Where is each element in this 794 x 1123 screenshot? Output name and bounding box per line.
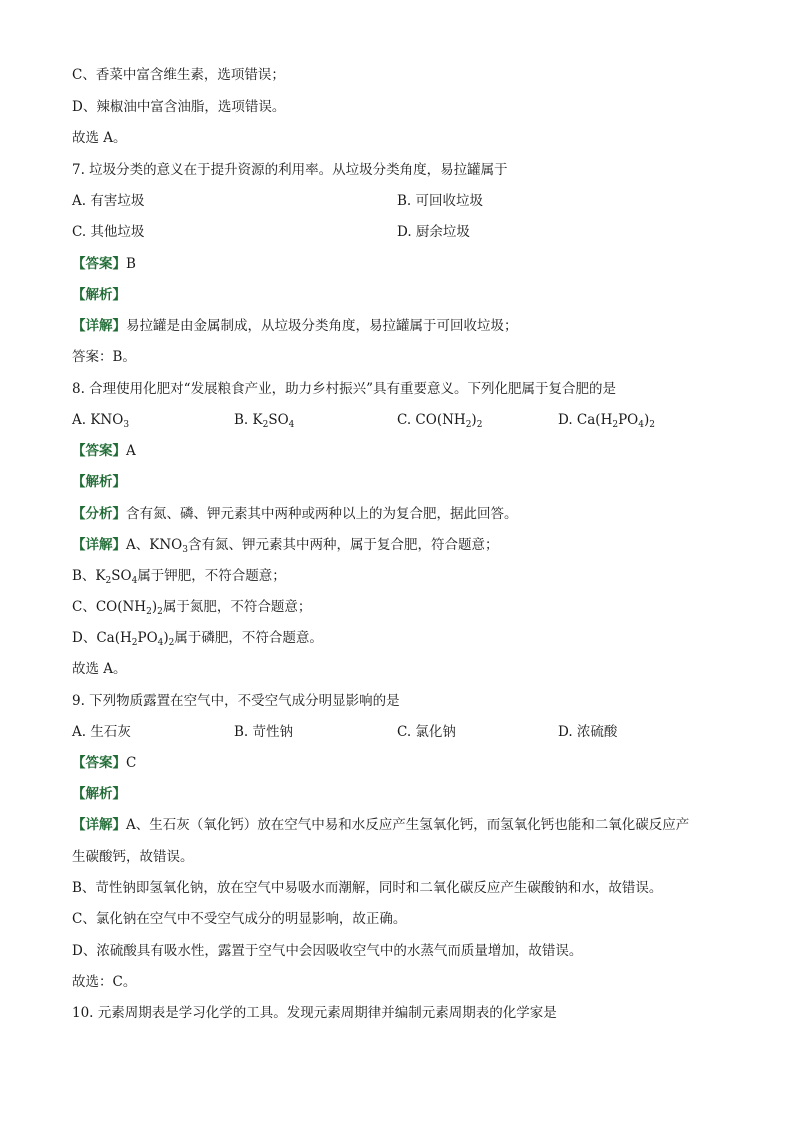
q8-option-d [558, 411, 655, 429]
subscript: 4 [131, 576, 138, 586]
answer-tag: 【答案】 [72, 755, 126, 771]
formula-part: ) [643, 412, 650, 428]
formula-part: PO [618, 412, 639, 428]
q9-option-c: C. 氯化钠 [397, 724, 456, 740]
subscript: 3 [182, 545, 188, 555]
fenxi-tag: 【分析】 [72, 506, 126, 522]
q8-answer-value: A [126, 443, 136, 459]
q8-option-c [397, 411, 482, 429]
subscript: 2 [262, 420, 269, 430]
q8-detail-c [72, 598, 311, 616]
subscript: 2 [105, 576, 112, 586]
q8-detail-b-text: 属于钾肥，不符合题意； [137, 568, 286, 584]
q7-conclusion: 答案：B。 [72, 349, 136, 365]
formula-part: ) [471, 412, 477, 428]
formula-part: SO [268, 412, 289, 428]
q9-detail-a1-text: A、生石灰（氧化钙）放在空气中易和水反应产生氢氧化钙，而氢氧化钙也能和二氧化碳反应产 [126, 817, 690, 833]
subscript: 2 [157, 607, 163, 617]
q9-analysis-heading [72, 785, 126, 803]
q7-option-c: C. 其他垃圾 [72, 224, 145, 240]
answer-tag: 【答案】 [72, 256, 126, 272]
q8-detail-c-text: 属于氮肥，不符合题意； [162, 599, 312, 615]
subscript: 2 [612, 420, 619, 430]
detail-tag: 【详解】 [72, 537, 126, 553]
q8-option-a [72, 411, 129, 429]
q7-analysis-heading [72, 286, 126, 304]
formula-part: B、K [72, 568, 106, 584]
q10-stem: 10. 元素周期表是学习化学的工具。发现元素周期律并编制元素周期表的化学家是 [72, 1005, 557, 1021]
subscript: 2 [649, 420, 655, 430]
q7-answer-value: B [126, 256, 136, 272]
q8-detail-b [72, 567, 286, 585]
q9-option-a: A. 生石灰 [72, 724, 131, 740]
q9-detail-c: C、氯化钠在空气中不受空气成分的明显影响，故正确。 [72, 911, 407, 927]
q8-fenxi [72, 505, 518, 523]
q8-option-b-text: B. K [234, 412, 263, 428]
q9-answer-value: C [126, 755, 137, 771]
q8-detail-d [72, 629, 323, 647]
q9-detail-d: D、浓硫酸具有吸水性，露置于空气中会因吸收空气中的水蒸气而质量增加，故错误。 [72, 943, 583, 959]
q7-stem: 7. 垃圾分类的意义在于提升资源的利用率。从垃圾分类角度，易拉罐属于 [72, 162, 508, 178]
q8-option-c-text: C. CO(NH [397, 412, 466, 428]
q7-detail [72, 317, 518, 335]
q9-option-b: B. 苛性钠 [234, 724, 294, 740]
q8-option-a-text: A. KNO [72, 412, 124, 428]
prev-conclusion: 故选 A。 [72, 130, 127, 146]
q9-detail-b: B、苛性钠即氢氧化钠，放在空气中易吸水而潮解，同时和二氧化碳反应产生碳酸钠和水，故错误。 [72, 880, 663, 896]
answer-tag: 【答案】 [72, 443, 126, 459]
subscript: 4 [638, 420, 644, 430]
q9-option-d: D. 浓硫酸 [558, 724, 618, 740]
formula-part: SO [111, 568, 132, 584]
q9-detail-a2: 生碳酸钙，故错误。 [72, 849, 194, 865]
formula-part: C、CO(NH [72, 599, 147, 615]
q7-option-d: D. 厨余垃圾 [397, 224, 470, 240]
formula-part: D、Ca(H [72, 630, 132, 646]
q9-answer [72, 754, 136, 772]
q8-fenxi-text: 含有氮、磷、钾元素其中两种或两种以上的为复合肥，据此回答。 [126, 506, 518, 522]
prev-line-c: C、香菜中富含维生素，选项错误； [72, 67, 285, 83]
q8-detail-a [72, 536, 498, 554]
subscript: 4 [288, 420, 295, 430]
formula-part: A、KNO [126, 537, 183, 553]
detail-tag: 【详解】 [72, 817, 126, 833]
q8-conclusion: 故选 A。 [72, 661, 127, 677]
q8-detail-d-text: 属于磷肥，不符合题意。 [174, 630, 323, 646]
q8-answer [72, 442, 136, 460]
prev-line-d: D、辣椒油中富含油脂，选项错误。 [72, 99, 286, 115]
formula-part: PO [137, 630, 158, 646]
formula-part: ) [151, 599, 158, 615]
analysis-tag: 【解析】 [72, 287, 126, 303]
subscript: 4 [157, 638, 164, 648]
q7-answer [72, 255, 136, 273]
analysis-tag: 【解析】 [72, 474, 126, 490]
q8-option-b [234, 411, 294, 429]
subscript: 2 [131, 638, 138, 648]
subscript: 2 [146, 607, 152, 617]
q7-detail-text: 易拉罐是由金属制成，从垃圾分类角度，易拉罐属于可回收垃圾； [126, 318, 518, 334]
subscript: 2 [465, 420, 472, 430]
q7-option-b: B. 可回收垃圾 [397, 193, 484, 209]
q8-analysis-heading [72, 473, 126, 491]
subscript: 3 [123, 420, 130, 430]
q7-option-a: A. 有害垃圾 [72, 193, 145, 209]
formula-part: ) [163, 630, 169, 646]
subscript: 2 [476, 420, 483, 430]
subscript: 2 [168, 638, 175, 648]
q8-stem: 8. 合理使用化肥对“发展粮食产业，助力乡村振兴”具有重要意义。下列化肥属于复合肥的是 [72, 381, 616, 397]
q9-detail-a1 [72, 816, 689, 834]
q9-stem: 9. 下列物质露置在空气中，不受空气成分明显影响的是 [72, 693, 400, 709]
q8-detail-a-text: 含有氮、钾元素其中两种，属于复合肥，符合题意； [187, 537, 499, 553]
q9-conclusion: 故选：C。 [72, 974, 137, 990]
detail-tag: 【详解】 [72, 318, 126, 334]
q8-option-d-text: D. Ca(H [558, 412, 613, 428]
analysis-tag: 【解析】 [72, 786, 126, 802]
